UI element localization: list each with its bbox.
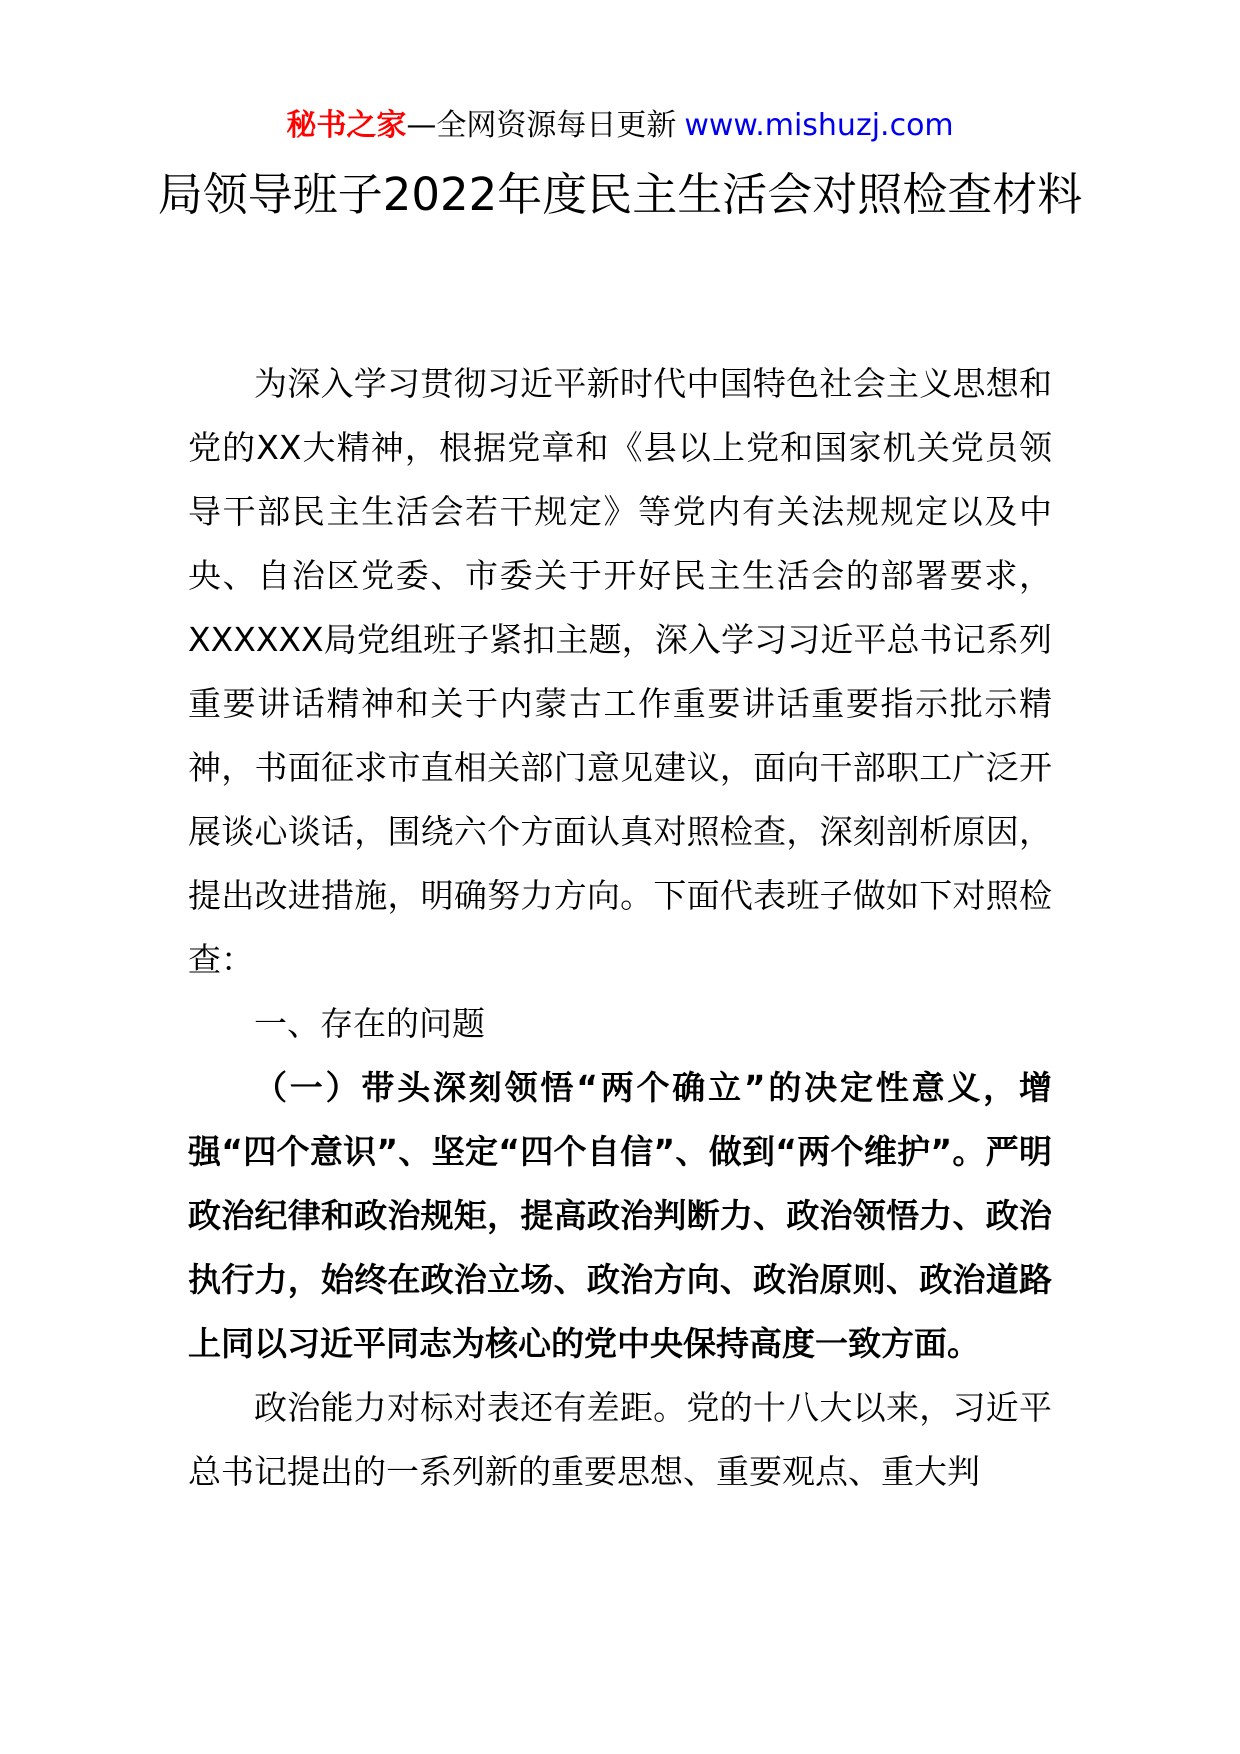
section-heading: 一、存在的问题 [254, 1004, 485, 1043]
document-body [188, 352, 1052, 1504]
site-url-link[interactable]: www.mishuzj.com [684, 108, 954, 143]
document-title: 局领导班子2022年度民主生活会对照检查材料 [157, 168, 1083, 221]
intro-paragraph: 为深入学习贯彻习近平新时代中国特色社会主义思想和党的XX大精神，根据党章和《县以上党和国家机关党员领导干部民主生活会若干规定》等党内有关法规规定以及中央、自治区党委、市委关于开好民主生活会的部署要求，XXXXXX局党组班子紧扣主题，深入学习习近平总书记系列重要讲话精神和关于内蒙古工作重要讲话重要指示批示精神，书面征求市直相关部门意见建议，面向干部职工广泛开展谈心谈话，围绕六个方面认真对照检查，深刻剖析原因，提出改进措施，明确努力方向。下面代表班子做如下对照检查： [188, 364, 1052, 979]
header-tagline: —全网资源每日更新 [406, 108, 677, 143]
site-header [0, 106, 1240, 146]
brand-name: 秘书之家 [286, 108, 407, 143]
subsection-heading: （一）带头深刻领悟“两个确立”的决定性意义，增强“四个意识”、坚定“四个自信”、做到“两个维护”。严明政治纪律和政治规矩，提高政治判断力、政治领悟力、政治执行力，始终在政治立场、政治方向、政治原则、政治道路上同以习近平同志为核心的党中央保持高度一致方面。 [188, 1068, 1052, 1363]
body-paragraph: 政治能力对标对表还有差距。党的十八大以来，习近平总书记提出的一系列新的重要思想、重要观点、重大判 [188, 1388, 1052, 1491]
